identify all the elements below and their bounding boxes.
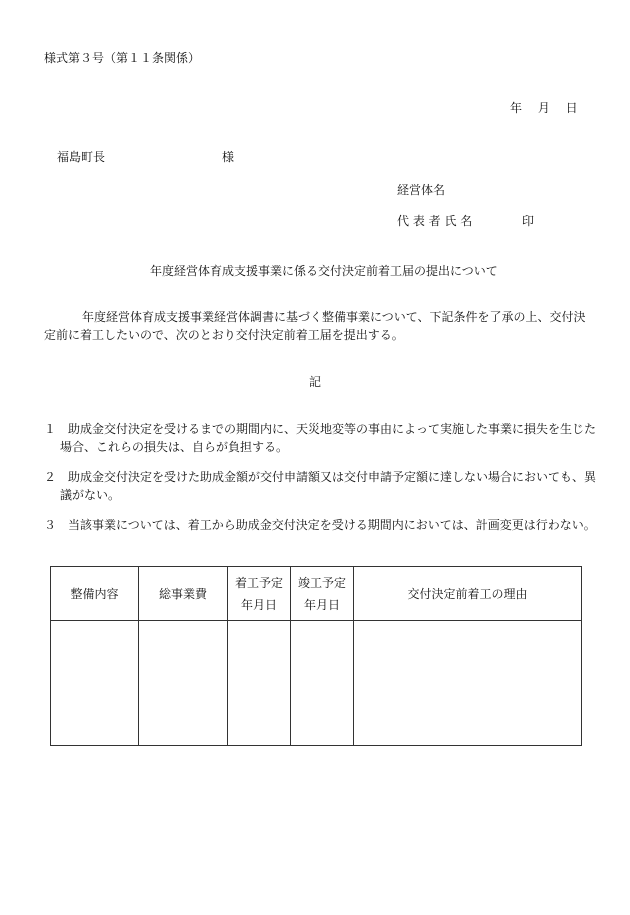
cell-work-content[interactable] [51,621,139,746]
header-reason: 交付決定前着工の理由 [354,567,582,621]
header-completion-date: 竣工予定 年月日 [291,567,354,621]
document-title: 年度経営体育成支援事業に係る交付決定前着工届の提出について [150,264,498,278]
header-work-content: 整備内容 [51,567,139,621]
condition-1: １ 助成金交付決定を受けるまでの期間内に、天災地変等の事由によって実施した事業に損失を生じた場合、これらの損失は、自らが負担する。 [44,422,597,454]
cell-start-date[interactable] [228,621,291,746]
table-row [51,621,582,746]
table-header-row [51,567,582,621]
body-paragraph: 年度経営体育成支援事業経営体調書に基づく整備事業について、下記条件を了承の上、交付決定前に着工したいので、次のとおり交付決定前着工届を提出する。 [44,310,586,342]
seal-mark: 印 [522,214,535,228]
work-table [50,566,582,746]
header-start-date: 着工予定 年月日 [228,567,291,621]
condition-3: ３ 当該事業については、着工から助成金交付決定を受ける期間内においては、計画変更は行わない。 [44,518,596,532]
cell-reason[interactable] [354,621,582,746]
addressee-name: 福島町長 [57,150,106,164]
cell-completion-date[interactable] [291,621,354,746]
addressee-honorific: 様 [222,150,235,164]
header-total-cost: 総事業費 [139,567,228,621]
cell-total-cost[interactable] [139,621,228,746]
condition-2: ２ 助成金交付決定を受けた助成金額が交付申請額又は交付申請予定額に達しない場合においても、異議がない。 [44,470,597,502]
applicant-rep-label: 代 表 者 氏 名 [397,214,473,228]
form-number: 様式第３号（第１１条関係） [44,51,201,65]
ki-heading: 記 [309,375,322,389]
date-field: 年 月 日 [510,101,578,115]
applicant-org-label: 経営体名 [397,183,446,197]
